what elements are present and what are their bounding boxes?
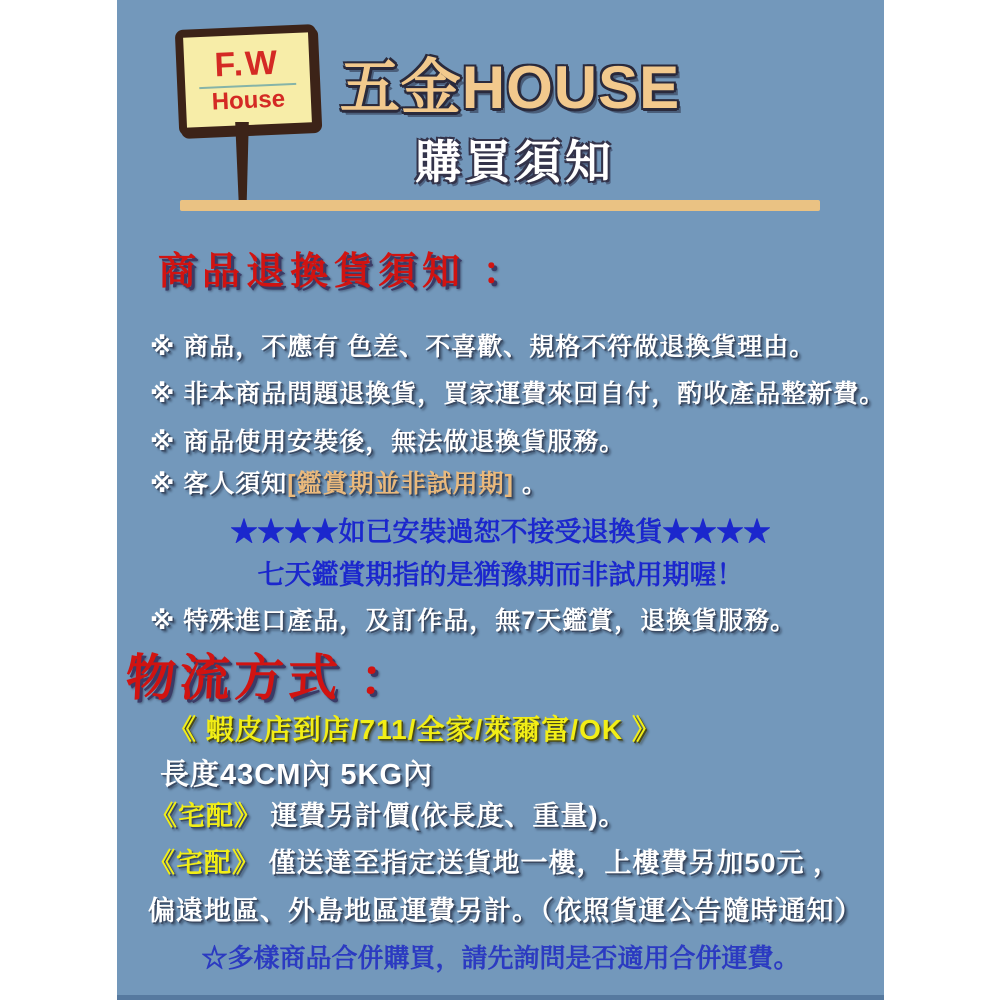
installed-warning-note: ★★★★如已安裝過恕不接受退換貨★★★★	[230, 517, 771, 547]
panel-bottom-strip	[117, 995, 884, 1000]
sign-board	[175, 24, 320, 136]
home-delivery-tag-1: 《宅配》	[150, 801, 262, 831]
page-title: 五金HOUSE	[339, 54, 681, 121]
merge-shipping-note: ☆多樣商品合併購買，請先詢問是否適用合併運費。	[201, 944, 800, 973]
sign-text-fw: F.W	[213, 43, 280, 85]
home-delivery-line-1	[150, 794, 626, 833]
returns-item-2: ※ 非本商品問題退換貨，買家運費來回自付，酌收產品整新費。	[150, 380, 886, 408]
size-limit-line: 長度43CM內 5KG內	[160, 759, 434, 791]
grace-period-note: 七天鑑賞期指的是猶豫期而非試用期喔！	[257, 560, 744, 590]
home-delivery-text-2: 僅送達至指定送貨地一樓，上樓費另加50元 ，	[260, 848, 842, 878]
returns-item-4-prefix: ※ 客人須知	[150, 470, 288, 498]
sign-text-house: House	[211, 85, 286, 116]
returns-item-1: ※ 商品，不應有 色差、不喜歡、規格不符做退換貨理由。	[150, 333, 816, 361]
logistics-heading: 物流方式 ：	[124, 650, 416, 706]
home-delivery-line-2	[148, 841, 841, 880]
returns-item-3: ※ 商品使用安裝後，無法做退換貨服務。	[150, 428, 626, 456]
store-pickup-line: 《 蝦皮店到店/711/全家/萊爾富/OK 》	[168, 714, 661, 745]
returns-item-4-highlight: [鑑賞期並非試用期]	[287, 470, 514, 498]
returns-item-4	[150, 464, 548, 500]
home-delivery-tag-2: 《宅配》	[148, 848, 260, 878]
page-subtitle: 購買須知	[415, 136, 615, 188]
returns-item-4-suffix: 。	[513, 470, 548, 498]
home-delivery-text-1: 運費另計價(依長度、重量)。	[262, 801, 627, 831]
returns-heading: 商品退換貨須知 ：	[158, 251, 527, 293]
returns-item-5: ※ 特殊進口產品，及訂作品，無7天鑑賞，退換貨服務。	[150, 607, 797, 635]
remote-area-line: 偏遠地區、外島地區運費另計。（依照貨運公告隨時通知）	[148, 896, 863, 926]
notice-panel	[117, 0, 884, 1000]
header-divider	[180, 200, 820, 211]
